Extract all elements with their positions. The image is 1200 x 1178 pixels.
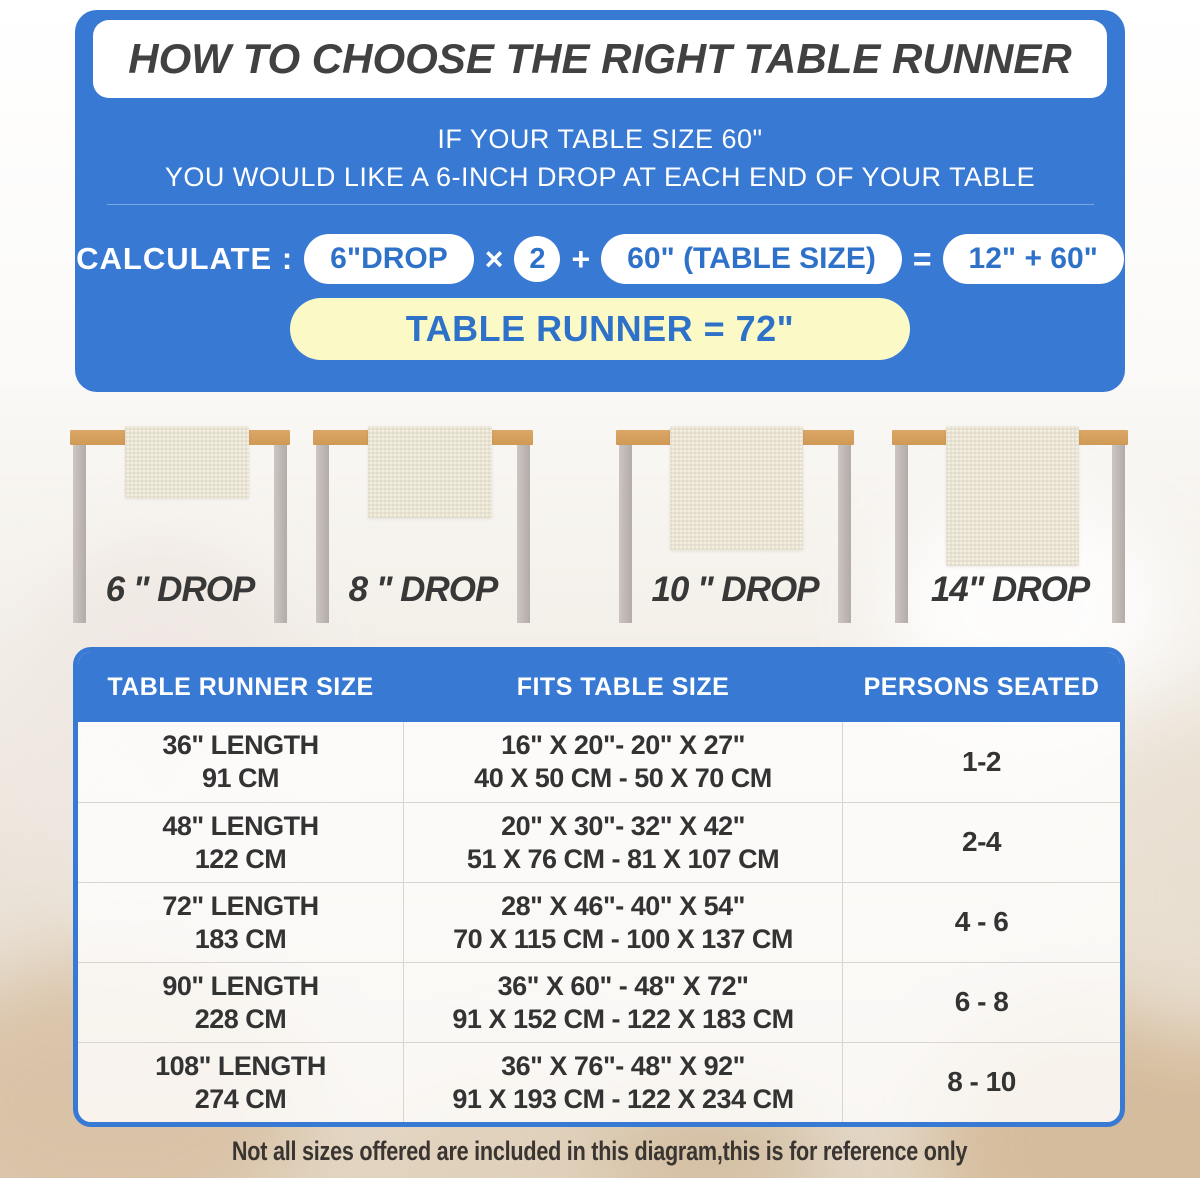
runner-cloth <box>670 426 803 550</box>
column-header-fits-size: FITS TABLE SIZE <box>516 672 730 701</box>
runner-size-cm: 274 CM <box>194 1083 287 1114</box>
runner-size-cm: 122 CM <box>194 843 287 874</box>
runner-cloth <box>125 426 249 498</box>
times-sign: × <box>484 240 504 277</box>
fits-size-cm: 91 X 152 CM - 122 X 183 CM <box>452 1003 794 1034</box>
table-figure-10-drop <box>616 430 854 609</box>
drop-label: 6 " DROP <box>105 570 255 609</box>
runner-size-cell <box>78 803 403 882</box>
runner-size-inches: 48" LENGTH <box>162 810 319 841</box>
drop-label: 10 " DROP <box>651 570 819 609</box>
runner-size-inches: 108" LENGTH <box>155 1050 326 1081</box>
equals-sign: = <box>912 240 932 277</box>
runner-size-inches: 36" LENGTH <box>162 730 319 761</box>
fits-size-cell <box>403 963 843 1042</box>
runner-size-inches: 90" LENGTH <box>162 970 319 1001</box>
fits-size-cm: 51 X 76 CM - 81 X 107 CM <box>466 843 780 874</box>
runner-size-cell <box>78 1043 403 1122</box>
calculation-row <box>75 234 1125 284</box>
calculate-label: CALCULATE : <box>76 241 294 276</box>
persons-cell: 4 - 6 <box>954 906 1009 938</box>
runner-size-inches: 72" LENGTH <box>162 890 319 921</box>
fits-size-inches: 36" X 60" - 48" X 72" <box>497 970 749 1001</box>
drop-pill: 6"DROP <box>304 234 474 284</box>
column-header-persons: PERSONS SEATED <box>863 672 1100 701</box>
runner-size-cell <box>78 883 403 962</box>
fits-size-cm: 40 X 50 CM - 50 X 70 CM <box>474 763 772 793</box>
fits-size-cell <box>403 803 843 882</box>
persons-cell: 1-2 <box>962 745 1001 777</box>
size-table-header <box>78 652 1120 722</box>
subtitle-line-1: IF YOUR TABLE SIZE 60" <box>437 124 763 154</box>
runner-size-cm: 91 CM <box>201 763 280 793</box>
table-row <box>78 962 1120 1042</box>
fits-size-cell <box>403 883 843 962</box>
subtitle-line-2: YOU WOULD LIKE A 6-INCH DROP AT EACH END OF YOUR TABLE <box>164 162 1036 192</box>
table-figure-8-drop <box>313 430 533 609</box>
fits-size-cm: 70 X 115 CM - 100 X 137 CM <box>453 923 793 954</box>
table-row <box>78 722 1120 802</box>
table-size-pill: 60" (TABLE SIZE) <box>601 234 902 284</box>
result-banner: TABLE RUNNER = 72" <box>290 298 910 360</box>
fits-size-inches: 28" X 46"- 40" X 54" <box>501 890 745 921</box>
persons-cell: 6 - 8 <box>954 986 1009 1018</box>
fits-size-inches: 16" X 20"- 20" X 27" <box>501 730 745 761</box>
disclaimer <box>0 1136 1200 1167</box>
title-box <box>93 20 1107 98</box>
table-row <box>78 882 1120 962</box>
runner-size-cm: 183 CM <box>194 923 287 954</box>
drop-label: 8 " DROP <box>348 570 498 609</box>
runner-size-cm: 228 CM <box>194 1003 287 1034</box>
disclaimer-text: Not all sizes offered are included in this diagram,this is for reference only <box>232 1136 968 1166</box>
fits-size-cm: 91 X 193 CM - 122 X 234 CM <box>452 1083 794 1114</box>
persons-cell: 8 - 10 <box>947 1066 1016 1098</box>
fits-size-inches: 36" X 76"- 48" X 92" <box>501 1050 745 1081</box>
sum-pill: 12" + 60" <box>943 234 1124 284</box>
fits-size-cell <box>403 1043 843 1122</box>
persons-cell: 2-4 <box>962 826 1001 858</box>
runner-cloth <box>946 426 1079 566</box>
drop-label: 14" DROP <box>930 570 1090 609</box>
table-figure-14-drop <box>892 430 1128 609</box>
multiplier-badge: 2 <box>514 236 560 282</box>
page-title: HOW TO CHOOSE THE RIGHT TABLE RUNNER <box>128 35 1072 82</box>
table-row <box>78 1042 1120 1122</box>
hero-panel <box>75 10 1125 392</box>
plus-sign: + <box>571 240 591 277</box>
runner-cloth <box>368 426 492 518</box>
size-table <box>73 647 1125 1127</box>
divider-line <box>107 204 1094 205</box>
runner-size-cell <box>78 963 403 1042</box>
fits-size-inches: 20" X 30"- 32" X 42" <box>501 810 745 841</box>
fits-size-cell <box>403 722 843 802</box>
column-header-runner-size: TABLE RUNNER SIZE <box>107 672 374 701</box>
table-figure-6-drop <box>70 430 290 609</box>
runner-size-cell <box>78 722 403 802</box>
table-row <box>78 802 1120 882</box>
